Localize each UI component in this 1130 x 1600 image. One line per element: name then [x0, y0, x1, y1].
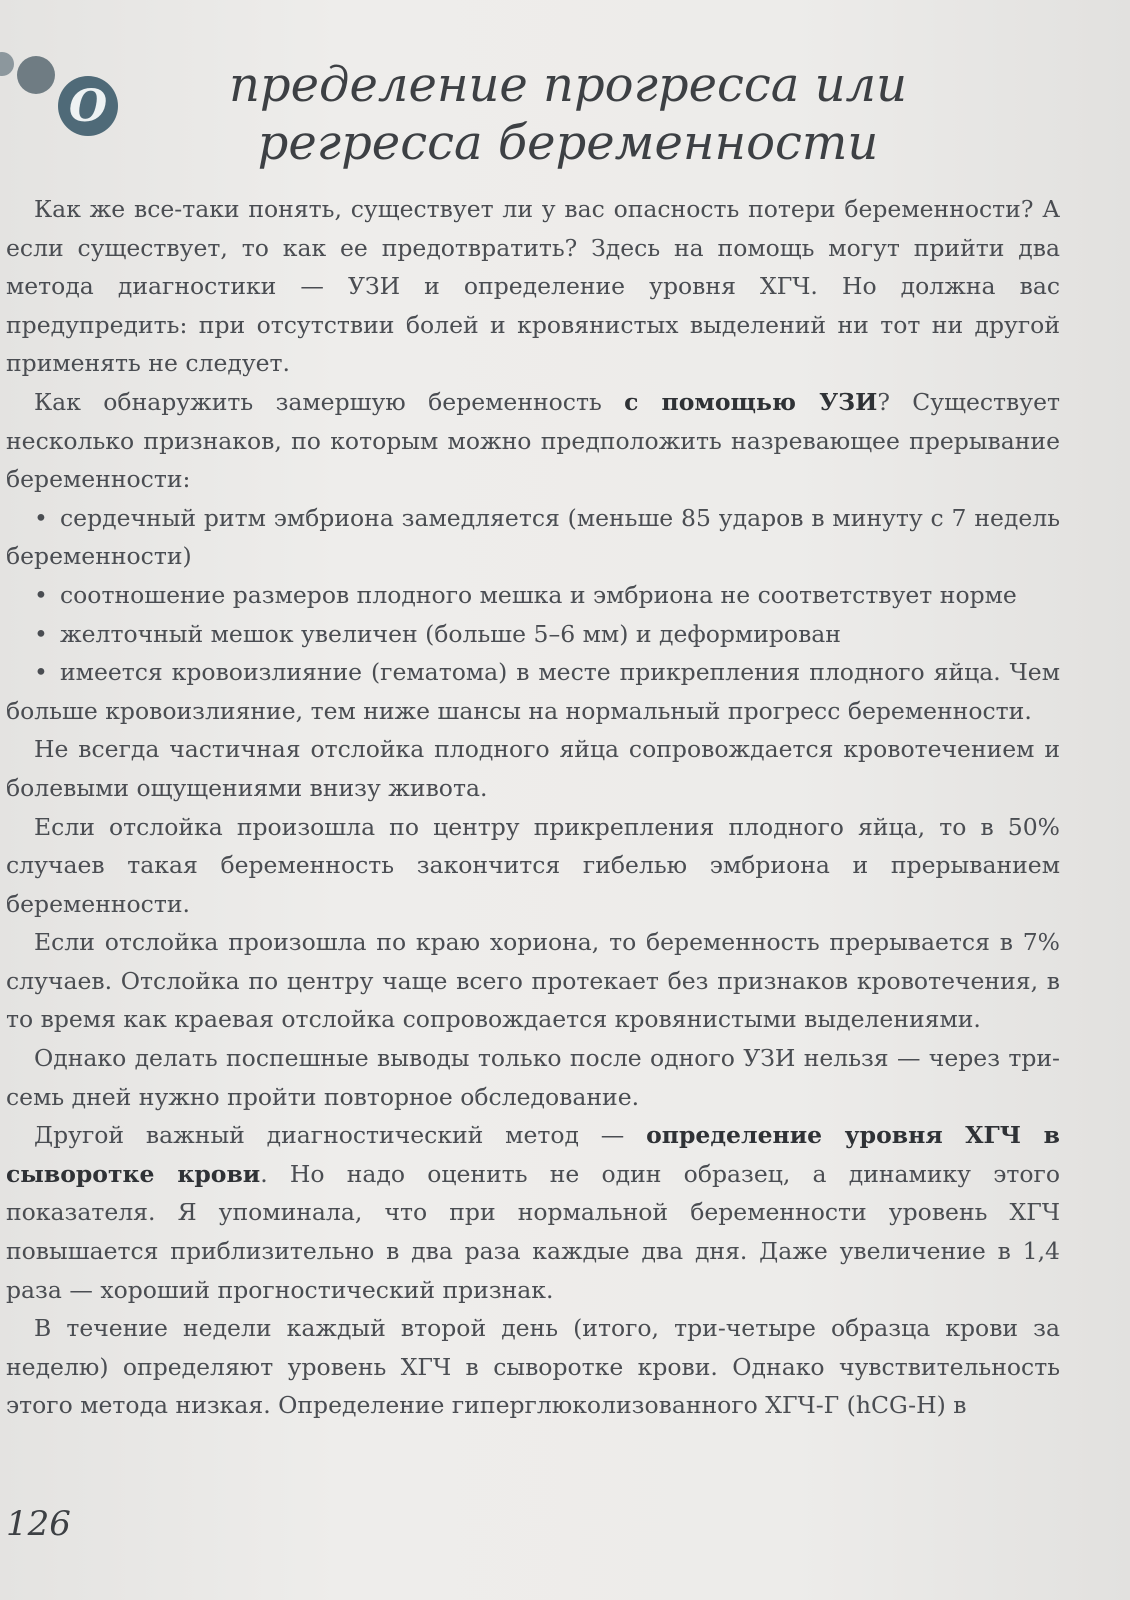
text-run: Другой важный диагностический метод —: [34, 1121, 647, 1150]
list-item-text: желточный мешок увеличен (больше 5–6 мм) и деформирован: [60, 619, 841, 648]
list-item: [6, 499, 1060, 576]
bullet-icon: •: [34, 619, 48, 648]
paragraph: Однако делать поспешные выводы только после одного УЗИ нельзя — через три-семь дней нужно пройти повторное обследование.: [6, 1044, 1060, 1111]
bullet-icon: •: [34, 658, 48, 687]
bold-text: определение уровня ХГЧ в сыворотке крови: [6, 1121, 1060, 1188]
paragraph: Как же все-таки понять, существует ли у вас опасность потери беременности? А если существует, то как ее предотвратить? Здесь на помощь могут прийти два метода диагностики — УЗИ и определение уровня ХГЧ. Но должна вас предупредить: при отсутствии болей и кровянистых выделений ни тот ни другой применять не следует.: [6, 195, 1060, 378]
list-item: [6, 653, 1060, 730]
paragraph: Если отслойка произошла по центру прикрепления плодного яйца, то в 50% случаев такая беременность закончится гибелью эмбриона и прерыванием беременности.: [6, 812, 1060, 918]
text-run: ? Существует несколько признаков, по которым можно предположить назревающее прерывание беременности:: [6, 387, 1060, 494]
bullet-icon: •: [34, 503, 48, 532]
chapter-title: пределение прогресса или регресса беременности: [229, 57, 907, 171]
paragraph: Не всегда частичная отслойка плодного яйца сопровождается кровотечением и болевыми ощущениями внизу живота.: [6, 735, 1060, 802]
decorative-dot: [17, 56, 55, 94]
list-item: [6, 576, 1060, 615]
text-run: . Но надо оценить не один образец, а динамику этого показателя. Я упоминала, что при нормальной беременности уровень ХГЧ повышается приблизительно в два раза каждые два дня. Даже увеличение в 1,4 раза — хороший прогностический признак.: [6, 1159, 1060, 1304]
list-item-text: сердечный ритм эмбриона замедляется (меньше 85 ударов в минуту с 7 недель беременности): [6, 503, 1060, 571]
list-item-text: соотношение размеров плодного мешка и эмбриона не соответствует норме: [60, 580, 1017, 609]
text-run: Как обнаружить замершую беременность: [34, 387, 625, 416]
page-number: 126: [6, 1504, 71, 1544]
list-item: [6, 615, 1060, 654]
paragraph: В течение недели каждый второй день (итого, три-четыре образца крови за неделю) определяют уровень ХГЧ в сыворотке крови. Однако чувствительность этого метода низкая. Определение гиперглюколизованного ХГЧ-Г (hCG-H) в: [6, 1314, 1060, 1420]
list-item-text: имеется кровоизлияние (гематома) в месте прикрепления плодного яйца. Чем больше кровоизлияние, тем ниже шансы на нормальный прогресс беременности.: [6, 658, 1060, 725]
paragraph: Если отслойка произошла по краю хориона, то беременность прерывается в 7% случаев. Отслойка по центру чаще всего протекает без признаков кровотечения, в то время как краевая отслойка сопровождается кровянистыми выделениями.: [6, 928, 1060, 1034]
paragraph: [6, 383, 1060, 499]
bold-text: с помощью УЗИ: [624, 387, 878, 416]
decorative-dot: [0, 52, 14, 76]
bullet-icon: •: [34, 580, 48, 609]
title-initial-badge: О: [58, 76, 118, 136]
body-text: [6, 190, 1060, 1425]
paragraph: [6, 1116, 1060, 1309]
